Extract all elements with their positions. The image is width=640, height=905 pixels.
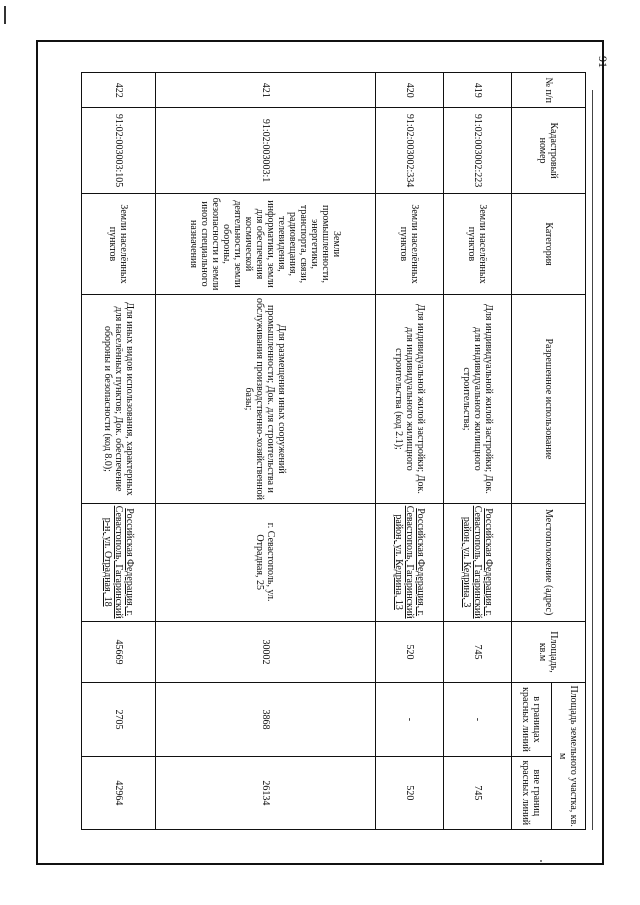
cell-location: г. Севастополь, ул. Отрадная, 25 — [156, 503, 376, 621]
table-row — [444, 73, 512, 830]
cell-permitted-use: Для индивидуальной жилой застройки; Док. для индивидуального жилищного строительства; — [444, 295, 512, 503]
cell-num: 420 — [376, 73, 444, 108]
header-num: № п/п — [512, 73, 586, 108]
cell-location: Российская Федерация, г. Севастополь, Гагаринский район, ул. Кедрина, 13 — [376, 503, 444, 621]
cell-category: Земли населённых пунктов — [444, 193, 512, 295]
cell-num: 421 — [156, 73, 376, 108]
header-permitted-use: Разрешенное использование — [512, 295, 586, 503]
cell-inside: 3868 — [156, 683, 376, 756]
table-row — [156, 73, 376, 830]
cell-location: Российская Федерация, г. Севастополь, Гагаринский район, ул. Кедрина, 3 — [444, 503, 512, 621]
cell-area: 745 — [444, 621, 512, 683]
cell-outside: 745 — [444, 756, 512, 829]
cell-location: Российская Федерация, г. Севастополь, Гагаринский р-н, ул. Отрадная, 18 — [82, 503, 156, 621]
cell-cadastral: 91:02:003002:334 — [376, 108, 444, 193]
cell-area: 45669 — [82, 621, 156, 683]
cell-inside: - — [444, 683, 512, 756]
cell-permitted-use: Для индивидуальной жилой застройки; Док. для индивидуального жилищного строительства (код 2.1); — [376, 295, 444, 503]
cell-cadastral: 91:02:003003:105 — [82, 108, 156, 193]
cell-outside: 520 — [376, 756, 444, 829]
header-plot-area: Площадь земельного участка, кв. м — [552, 683, 586, 830]
cell-permitted-use: Для иных видов использования, характерных для населённых пунктов; Док. обеспечение обороны и безопасности (код 8.0); — [82, 295, 156, 503]
header-inside-red-lines: в границах красных линий — [512, 683, 552, 756]
cell-outside: 26134 — [156, 756, 376, 829]
land-plots-table — [81, 72, 586, 830]
cell-cadastral: 91:02:003003:1 — [156, 108, 376, 193]
rotated-table-container — [82, 72, 586, 830]
header-location: Местоположение (адрес) — [512, 503, 586, 621]
page-rule — [592, 90, 593, 830]
cell-category: Земли населённых пунктов — [376, 193, 444, 295]
header-cadastral: Кадастровый номер — [512, 108, 586, 193]
scan-mark — [4, 6, 6, 24]
cell-category: Земли населённых пунктов — [82, 193, 156, 295]
scan-speck — [540, 860, 542, 862]
table-row — [82, 73, 156, 830]
cell-permitted-use: Для размещения иных сооружений промышленности; Док. для строительства и обслуживания производственно-хозяйственной базы; — [156, 295, 376, 503]
cell-area: 520 — [376, 621, 444, 683]
cell-inside: - — [376, 683, 444, 756]
header-category: Категория — [512, 193, 586, 295]
cell-inside: 2705 — [82, 683, 156, 756]
header-outside-red-lines: вне границ красных линий — [512, 756, 552, 829]
table-row — [376, 73, 444, 830]
cell-outside: 42964 — [82, 756, 156, 829]
cell-category: Земли промышленности, энергетики, транспорта, связи, радиовещания, телевидения, информатики, земли для обеспечения космической деятельности, земли обороны, безопасности и земли иного специального назначения — [156, 193, 376, 295]
page-number: 91 — [596, 56, 610, 68]
cell-area: 30002 — [156, 621, 376, 683]
cell-num: 419 — [444, 73, 512, 108]
cell-num: 422 — [82, 73, 156, 108]
header-area: Площадь, кв.м — [512, 621, 586, 683]
cell-cadastral: 91:02:003002:223 — [444, 108, 512, 193]
